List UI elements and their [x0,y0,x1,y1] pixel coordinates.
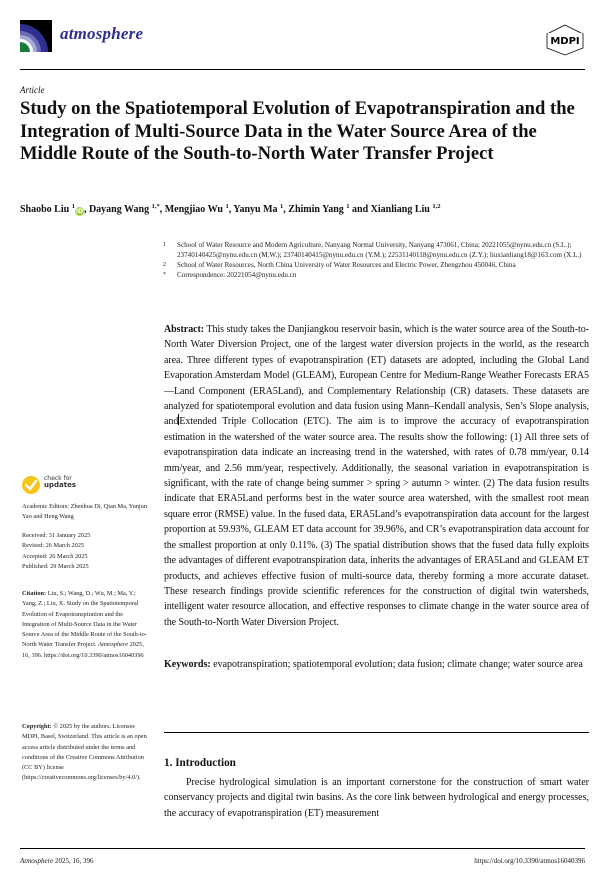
mdpi-logo-text: MDPI [550,36,580,47]
author-affiliation-mark: 1 [225,203,229,210]
author-name[interactable]: Zhimin Yang [288,204,344,215]
abstract-text-part2: Extended Triple Collocation (ETC). The aim is to improve the accuracy of evapotranspiration estimation in the watershed of the water source area. The results show the following: (1) All three sets of evapotranspiration data indicate an increasing trend in the watershed, with rates of 0.78 mm/year, 0.14 mm/year, and 2.56 mm/year, respectively. Additionally, the seasonal variation in evapotranspiration is significant, with the rate of change being summer > spring > autumn > winter. (2) The data fusion results indicate that ERA5Land performs best in the water source area watershed, with the smallest root mean square error (RMSE) value. In the fused data, ERA5Land’s evapotranspiration data account for the largest proportion at 59.93%, GLEAM ET data account for 39.96%, and CR’s evapotranspiration data account for the smallest proportion at only 0.11%. (3) The spatial distribution shows that the fused data fully exploits the advantages of different evapotranspiration data, inherits the advantages of ERA5Land and GLEAM ET products, and achieves effective fusion of multi-source data, thereby forming a more accurate dataset. These research findings provide scientific references for the construction of digital twin watersheds, intelligent water resource allocation, and effective responses to climate change in the water source area of the South-to-North Water Diversion Project. [164,416,589,628]
checkmark-icon [22,476,40,494]
affiliation-text: School of Water Resources, North China University of Water Resources and Electric Power, Zhengzhou 450046, China [177,261,516,269]
author-list: Shaobo Liu $^1$iD, Dayang Wang $^{1,*}$, Mengjiao Wu $^1$, Yanyu Ma $^1$, Zhimin Yang $^1$ and Xianliang Liu $^{1,2}$ [20,203,441,215]
date-accepted: Accepted: 26 March 2025 [22,552,88,560]
section-rule [164,732,589,733]
footer-volume: 2025, 16, 396 [54,857,94,865]
date-published: Published: 29 March 2025 [22,562,89,570]
abstract-label: Abstract: [164,324,205,335]
keywords [164,657,589,672]
citation [22,589,147,661]
author-affiliation-mark: 1,* [151,203,160,210]
affiliation-mark: 2 [163,262,166,268]
author-name[interactable]: Mengjiao Wu [164,204,223,215]
author-name[interactable]: Shaobo Liu [20,204,70,215]
check-updates-line2: updates [44,481,76,489]
footer-journal-info [20,857,93,865]
affiliation-item [160,240,590,260]
author-affiliation-mark: 1 [280,203,284,210]
section-heading-introduction: 1. Introduction [164,757,236,769]
abstract-text-part1: This study takes the Danjiangkou reservoir basin, which is the water source area of the South-to-North Water Diversion Project, one of the largest water diversion projects in the world, as the research area. Three different types of evapotranspiration (ET) datasets are adopted, including the Global Land Evaporation Amsterdam Model (GLEAM), European Centre for Medium-Range Weather Forecasts ERA5—Land Component (ERA5Land), and Complementary Relationship (CR) datasets. These datasets are analyzed for spatiotemporal evolution and data fusion using Mann–Kendall analysis, Sen’s Slope analysis, and [164,324,589,428]
orcid-icon[interactable]: iD [75,208,83,215]
mdpi-logo-icon [545,24,585,56]
citation-journal: Atmosphere [98,641,129,649]
atmosphere-logo-icon [20,20,52,52]
author-affiliation-mark: 1,2 [432,203,441,210]
keywords-label: Keywords: [164,659,211,670]
introduction-paragraph: Precise hydrological simulation is an important cornerstone for the construction of smart water conservancy projects and digital twin basins. As the core link between hydrological and energy processes, the accuracy of evapotranspiration (ET) measurement [164,777,589,819]
affiliation-item [160,260,590,270]
footer-doi-link[interactable]: https://doi.org/10.3390/atmos16040396 [474,857,585,865]
affiliations [160,240,590,280]
footer-rule [20,848,585,849]
journal-name: atmosphere [60,24,144,43]
affiliation-text: School of Water Resource and Modern Agriculture, Nanyang Normal University, Nanyang 473061, China; 20221055@nynu.edu.cn (S.L.); 23740140425@nynu.edu.cn (M.W.); 23740140415@nynu.edu.cn (Y.M.); 22531140118@nynu.edu.cn (Z.Y.); liuxianliang18@163.com (X.L.) [177,241,582,259]
author-name[interactable]: Dayang Wang [88,204,150,215]
article-type: Article [20,85,45,95]
citation-text: Liu, S.; Wang, D.; Wu, M.; Ma, Y.; Yang, Z.; Liu, X. Study on the Spatiotemporal Evolution of Evapotranspiration and the Integration of Multi-Source Data in the Water Source Area of the Middle Route of the South-to-North Water Transfer Project. [22,590,147,649]
correspondence-text: Correspondence: 20221054@nynu.edu.cn [177,271,297,279]
correspondence-item [160,270,590,280]
author-name[interactable]: Yanyu Ma [233,204,278,215]
date-received: Received: 31 January 2025 [22,532,91,539]
check-updates-line1: check for [44,475,72,482]
abstract [164,322,589,630]
footer-journal: Atmosphere [20,857,54,865]
copyright-text: © 2025 by the authors. Licensee MDPI, Basel, Switzerland. This article is an open access article distributed under the terms and conditions of the Creative Commons Attribution (CC BY) license (https://creativecommons.org/licenses/by/4.0/). [22,723,147,782]
citation-label: Citation: [22,590,47,597]
copyright-label: Copyright: [22,723,52,730]
check-for-updates-button[interactable] [22,474,92,496]
date-revised: Revised: 26 March 2025 [22,542,85,550]
authors-conjunction: and [352,204,369,215]
check-for-updates-label [44,475,76,489]
copyright-notice [22,722,147,784]
atmosphere-logo-graphic [20,20,52,52]
author-affiliation-mark: 1 [71,203,75,210]
academic-editors: Academic Editors: Zhenhua Di, Qian Ma, Yunjun Yao and Heng Wang [22,503,147,521]
header-rule [20,69,585,70]
citation-doi[interactable]: 2025, 16, 396. https://doi.org/10.3390/atmos16040396 [22,641,144,659]
author-affiliation-mark: 1 [346,203,350,210]
keywords-text: evapotranspiration; spatiotemporal evolution; data fusion; climate change; water source area [213,659,583,670]
affiliation-mark: 1 [163,242,166,248]
affiliation-mark: * [163,272,166,278]
author-name[interactable]: Xianliang Liu [370,204,430,215]
article-title: Study on the Spatiotemporal Evolution of Evapotranspiration and the Integration of Multi-Source Data in the Water Source Area of the Middle Route of the South-to-North Water Transfer Project [20,98,575,164]
publication-dates [22,531,147,572]
